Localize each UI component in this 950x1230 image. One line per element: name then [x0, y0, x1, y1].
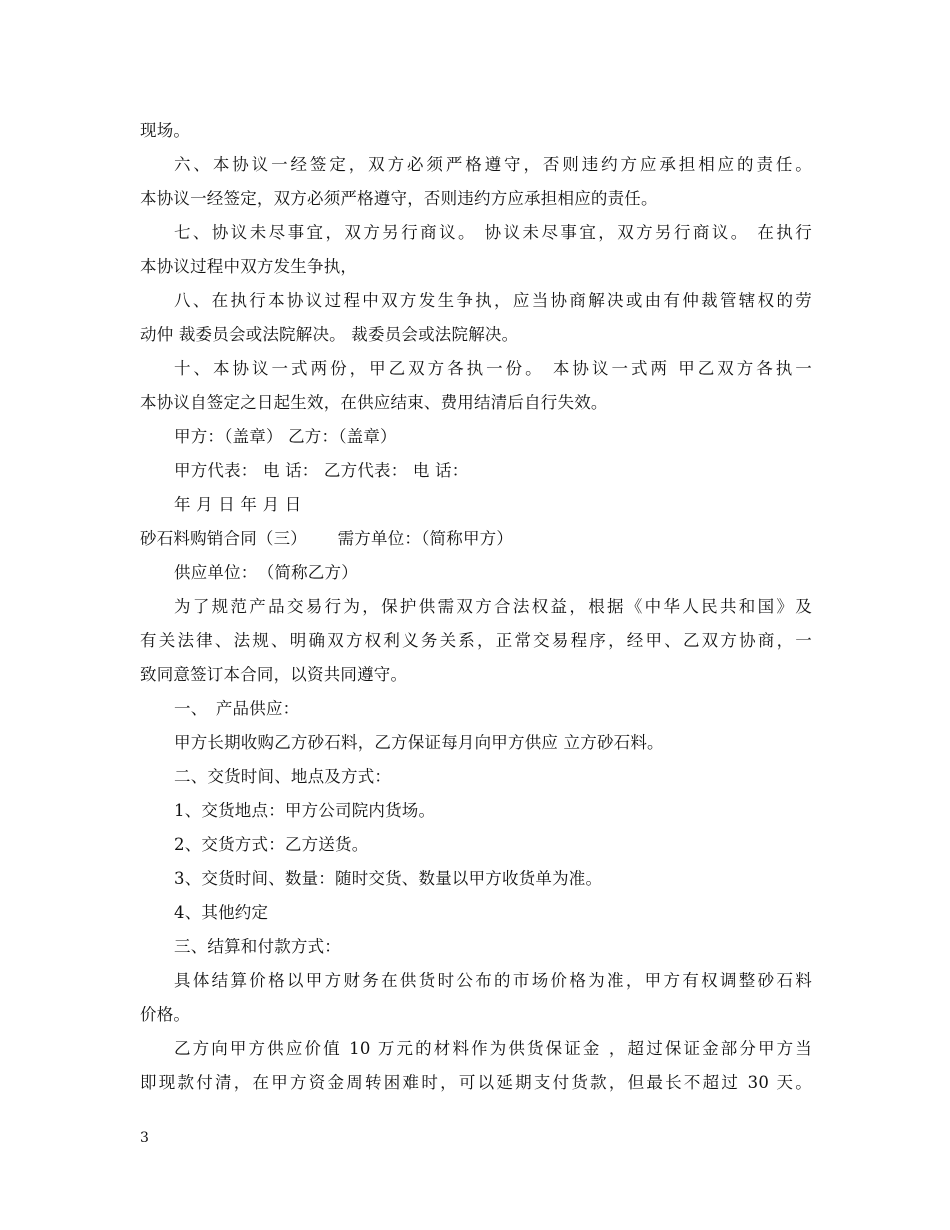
text-line: 具体结算价格以甲方财务在供货时公布的市场价格为准，甲方有权调整砂石料 [174, 971, 812, 990]
text-line: 致同意签订本合同，以资共同遵守。 [140, 665, 408, 684]
text-line: 八、在执行本协议过程中双方发生争执，应当协商解决或由有仲裁管辖权的劳 [174, 291, 812, 310]
text-line: 本协议一经签定，双方必须严格遵守，否则违约方应承担相应的责任。 [140, 189, 658, 208]
text-line: 本协议自签定之日起生效，在供应结束、费用结清后自行失效。 [140, 393, 608, 412]
text-line: 有关法律、法规、明确双方权利义务关系，正常交易程序，经甲、乙双方协商，一 [140, 631, 812, 650]
text-line: 乙方向甲方供应价值 10 万元的材料作为供货保证金 ，超过保证金部分甲方当 [174, 1039, 812, 1058]
text-line: 一、 产品供应： [174, 699, 300, 718]
text-line: 甲方代表： 电 话： 乙方代表： 电 话： [174, 461, 469, 480]
text-line: 4、其他约定 [174, 903, 269, 922]
text-line: 七、协议未尽事宜，双方另行商议。 协议未尽事宜，双方另行商议。 在执行 [174, 223, 812, 242]
text-line: 甲方长期收购乙方砂石料，乙方保证每月向甲方供应 立方砂石料。 [174, 733, 664, 752]
text-line: 为了规范产品交易行为，保护供需双方合法权益，根据《中华人民共和国》及 [174, 597, 812, 616]
text-line: 砂石料购销合同（三） 需方单位：（简称甲方） [140, 529, 514, 548]
text-line: 十、本协议一式两份，甲乙双方各执一份。 本协议一式两 甲乙双方各执一 [174, 359, 812, 378]
page-number: 3 [140, 1130, 149, 1146]
text-line: 价格。 [140, 1005, 191, 1024]
text-line: 动仲 裁委员会或法院解决。 裁委员会或法院解决。 [140, 325, 519, 344]
text-line: 六、本协议一经签定，双方必须严格遵守，否则违约方应承担相应的责任。 [174, 155, 812, 174]
text-line: 本协议过程中双方发生争执， [140, 257, 358, 276]
text-line: 现场。 [140, 121, 191, 140]
text-line: 三、结算和付款方式： [174, 937, 341, 956]
text-line: 2、交货方式：乙方送货。 [174, 835, 369, 854]
text-line: 甲方：（盖章） 乙方：（盖章） [174, 427, 397, 446]
text-line: 即现款付清，在甲方资金周转困难时，可以延期支付货款，但最长不超过 30 天。 [140, 1073, 812, 1092]
text-line: 3、交货时间、数量：随时交货、数量以甲方收货单为准。 [174, 869, 603, 888]
text-line: 供应单位： （简称乙方） [174, 563, 358, 582]
text-line: 1、交货地点：甲方公司院内货场。 [174, 801, 436, 820]
document-body [140, 114, 812, 1100]
text-line: 二、交货时间、地点及方式： [174, 767, 392, 786]
text-line: 年 月 日 年 月 日 [174, 495, 302, 514]
